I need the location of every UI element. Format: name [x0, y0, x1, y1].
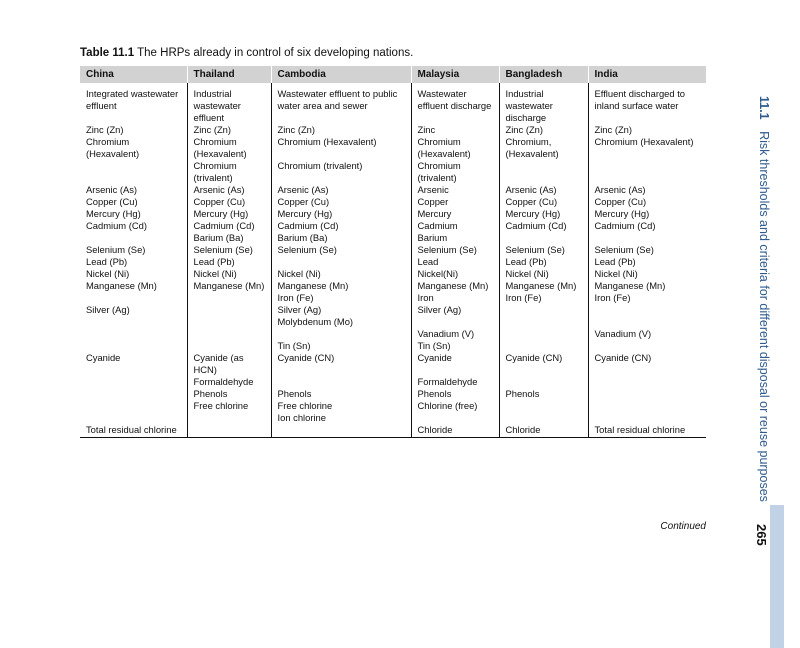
table-cell: Lead (Pb)	[499, 256, 588, 268]
table-cell: Formaldehyde	[411, 376, 499, 388]
table-cell	[499, 376, 588, 388]
table-row	[80, 208, 706, 220]
table-cell: Industrial wastewater discharge	[499, 83, 588, 124]
table-cell: Barium (Ba)	[271, 232, 411, 244]
table-cell: Molybdenum (Mo)	[271, 316, 411, 328]
column-header-thailand: Thailand	[187, 66, 271, 83]
table-cell: Wastewater effluent to public water area and sewer	[271, 83, 411, 124]
table-row	[80, 280, 706, 292]
table-cell: Zinc (Zn)	[187, 124, 271, 136]
table-cell	[80, 160, 187, 184]
table-cell: Manganese (Mn)	[80, 280, 187, 292]
table-cell	[499, 400, 588, 412]
table-row	[80, 328, 706, 340]
table-cell: Selenium (Se)	[271, 244, 411, 256]
table-row	[80, 220, 706, 232]
table-cell	[80, 232, 187, 244]
table-cell	[187, 340, 271, 352]
table-cell: Copper (Cu)	[499, 196, 588, 208]
column-header-bangladesh: Bangladesh	[499, 66, 588, 83]
table-row	[80, 412, 706, 424]
table-row	[80, 124, 706, 136]
table-cell	[187, 328, 271, 340]
hrp-table	[80, 66, 706, 438]
table-cell: Phenols	[271, 388, 411, 400]
table-cell: Cyanide	[411, 352, 499, 376]
table-cell: Tin (Sn)	[271, 340, 411, 352]
table-cell: Copper	[411, 196, 499, 208]
table-cell	[271, 376, 411, 388]
table-cell: Mercury (Hg)	[271, 208, 411, 220]
table-cell: Chromium (trivalent)	[271, 160, 411, 184]
table-row	[80, 83, 706, 124]
table-cell: Chromium (Hexavalent)	[594, 136, 694, 147]
table-cell: Manganese (Mn)	[187, 280, 271, 292]
table-cell: Chloride	[499, 424, 588, 438]
table-cell: Mercury (Hg)	[594, 208, 650, 219]
page-edge-tab	[770, 505, 784, 648]
table-row	[80, 136, 706, 160]
table-cell: Zinc (Zn)	[80, 124, 187, 136]
table-cell: Phenols	[499, 388, 588, 400]
table-cell	[588, 304, 706, 316]
table-cell	[588, 388, 706, 400]
table-cell	[80, 412, 187, 424]
table-cell: Arsenic (As)	[80, 184, 187, 196]
section-number: 11.1	[757, 96, 771, 120]
table-cell: Iron (Fe)	[594, 292, 631, 303]
table-cell: Mercury (Hg)	[187, 208, 271, 220]
column-header-malaysia: Malaysia	[411, 66, 499, 83]
table-cell: Chromium (Hexavalent)	[80, 136, 187, 160]
table-cell: Chromium (trivalent)	[187, 160, 271, 184]
table-row	[80, 316, 706, 328]
table-cell: Chromium (Hexavalent)	[187, 136, 271, 160]
table-cell: Wastewater effluent discharge	[411, 83, 499, 124]
table-cell	[271, 424, 411, 438]
table-cell: Selenium (Se)	[594, 244, 654, 255]
table-cell	[588, 232, 706, 244]
table-header-row	[80, 66, 706, 83]
table-cell: Zinc (Zn)	[594, 124, 632, 135]
table-row	[80, 196, 706, 208]
table-cell: Mercury (Hg)	[499, 208, 588, 220]
table-cell	[271, 328, 411, 340]
table-cell	[80, 316, 187, 328]
table-cell: Barium (Ba)	[187, 232, 271, 244]
table-cell: Chromium (trivalent)	[411, 160, 499, 184]
table-cell: Total residual chlorine	[588, 424, 706, 438]
table-cell: Manganese (Mn)	[594, 280, 666, 291]
continued-note: Continued	[660, 521, 706, 532]
table-cell	[499, 160, 588, 184]
table-cell: Cadmium (Cd)	[271, 220, 411, 232]
table-cell	[80, 292, 187, 304]
table-cell: Chlorine (free)	[411, 400, 499, 412]
table-cell: Formaldehyde	[187, 376, 271, 388]
table-cell: Manganese (Mn)	[411, 280, 499, 292]
table-cell: Copper (Cu)	[594, 196, 647, 207]
column-header-china: China	[80, 66, 187, 83]
table-cell	[588, 400, 706, 412]
table-cell: Phenols	[187, 388, 271, 400]
table-cell: Vanadium (V)	[411, 328, 499, 340]
table-cell	[80, 388, 187, 400]
table-cell	[80, 328, 187, 340]
table-cell	[499, 340, 588, 352]
table-cell: Manganese (Mn)	[499, 280, 588, 292]
table-cell: Silver (Ag)	[271, 304, 411, 316]
table-cell: Lead (Pb)	[594, 256, 636, 267]
table-cell	[80, 340, 187, 352]
table-cell: Chloride	[411, 424, 499, 438]
table-cell: Integrated wastewater effluent	[80, 83, 187, 124]
table-cell: Zinc (Zn)	[499, 124, 588, 136]
table-cell: Copper (Cu)	[187, 196, 271, 208]
table-cell: Cyanide (CN)	[271, 352, 411, 376]
table-cell	[187, 424, 271, 438]
table-row	[80, 400, 706, 412]
table-cell: Copper (Cu)	[271, 196, 411, 208]
table-cell: Selenium (Se)	[187, 244, 271, 256]
table-cell: Iron (Fe)	[271, 292, 411, 304]
table-cell	[187, 292, 271, 304]
table-cell: Selenium (Se)	[499, 244, 588, 256]
table-cell	[499, 304, 588, 316]
table-cell: Chromium (Hexavalent)	[271, 136, 411, 160]
table-cell	[80, 376, 187, 388]
section-title: Risk thresholds and criteria for different disposal or reuse purposes	[757, 131, 771, 502]
table-row	[80, 256, 706, 268]
table-cell	[411, 316, 499, 328]
table-cell: Nickel (Ni)	[80, 268, 187, 280]
table-cell: Arsenic (As)	[187, 184, 271, 196]
table-cell: Arsenic (As)	[594, 184, 646, 195]
table-row	[80, 388, 706, 400]
table-cell: Cadmium (Cd)	[499, 220, 588, 232]
table-cell	[588, 160, 706, 184]
table-cell: Chromium (Hexavalent)	[411, 136, 499, 160]
table-cell	[411, 412, 499, 424]
table-cell: Industrial wastewater effluent	[187, 83, 271, 124]
table-cell: Cyanide (CN)	[499, 352, 588, 376]
table-cell: Ion chlorine	[271, 412, 411, 424]
table-cell: Cyanide (as HCN)	[187, 352, 271, 376]
running-section-heading	[747, 96, 771, 506]
table-cell	[187, 316, 271, 328]
table-row	[80, 352, 706, 376]
table-cell	[499, 328, 588, 340]
table-cell: Arsenic (As)	[499, 184, 588, 196]
table-cell: Nickel (Ni)	[271, 268, 411, 280]
table-cell: Cadmium (Cd)	[80, 220, 187, 232]
table-row	[80, 184, 706, 196]
table-cell: Cadmium (Cd)	[187, 220, 271, 232]
table-cell: Tin (Sn)	[411, 340, 499, 352]
table-caption-label: Table 11.1	[80, 47, 135, 59]
table-cell	[588, 376, 706, 388]
table-cell: Zinc	[411, 124, 499, 136]
table-cell	[80, 400, 187, 412]
table-cell: Iron	[411, 292, 499, 304]
table-cell	[187, 304, 271, 316]
table-cell: Arsenic (As)	[271, 184, 411, 196]
table-row	[80, 340, 706, 352]
table-cell: Iron (Fe)	[499, 292, 588, 304]
table-cell	[499, 412, 588, 424]
table-cell: Phenols	[411, 388, 499, 400]
table-cell: Nickel (Ni)	[499, 268, 588, 280]
table-cell: Lead	[411, 256, 499, 268]
table-cell	[588, 340, 706, 352]
table-row	[80, 304, 706, 316]
table-cell: Mercury (Hg)	[80, 208, 187, 220]
table-cell: Mercury	[411, 208, 499, 220]
table-row	[80, 268, 706, 280]
table-cell: Silver (Ag)	[411, 304, 499, 316]
table-cell: Cadmium (Cd)	[594, 220, 656, 231]
table-cell	[187, 412, 271, 424]
table-cell	[499, 232, 588, 244]
table-cell	[588, 316, 706, 328]
table-cell: Chromium, (Hexavalent)	[499, 136, 588, 160]
table-cell: Nickel (Ni)	[187, 268, 271, 280]
table-cell: Lead (Pb)	[80, 256, 187, 268]
table-row	[80, 244, 706, 256]
table-row	[80, 376, 706, 388]
table-cell: Vanadium (V)	[594, 328, 652, 339]
table-cell: Cyanide	[80, 352, 187, 376]
table-cell: Cyanide (CN)	[594, 352, 652, 363]
table-cell: Cadmium	[411, 220, 499, 232]
table-caption	[80, 47, 413, 59]
table-cell: Total residual chlorine	[80, 424, 187, 438]
table-body	[80, 83, 706, 438]
table-row	[80, 424, 706, 438]
table-row	[80, 232, 706, 244]
table-cell	[588, 412, 706, 424]
page-number: 265	[754, 524, 769, 546]
table-cell: Manganese (Mn)	[271, 280, 411, 292]
column-header-india: India	[588, 66, 706, 83]
table-cell: Free chlorine	[187, 400, 271, 412]
table-cell: Silver (Ag)	[80, 304, 187, 316]
table-cell: Zinc (Zn)	[271, 124, 411, 136]
table-cell: Selenium (Se)	[80, 244, 187, 256]
table-cell: Effluent discharged to inland surface water	[594, 88, 686, 111]
column-header-cambodia: Cambodia	[271, 66, 411, 83]
table-cell	[271, 256, 411, 268]
table-caption-text: The HRPs already in control of six developing nations.	[137, 47, 414, 59]
table-row	[80, 160, 706, 184]
table-cell: Copper (Cu)	[80, 196, 187, 208]
table-cell: Lead (Pb)	[187, 256, 271, 268]
table-cell: Free chlorine	[271, 400, 411, 412]
table-row	[80, 292, 706, 304]
table-cell: Nickel(Ni)	[411, 268, 499, 280]
table-cell	[499, 316, 588, 328]
table-cell: Arsenic	[411, 184, 499, 196]
table-cell: Nickel (Ni)	[594, 268, 638, 279]
table-cell: Barium	[411, 232, 499, 244]
table-cell: Selenium (Se)	[411, 244, 499, 256]
